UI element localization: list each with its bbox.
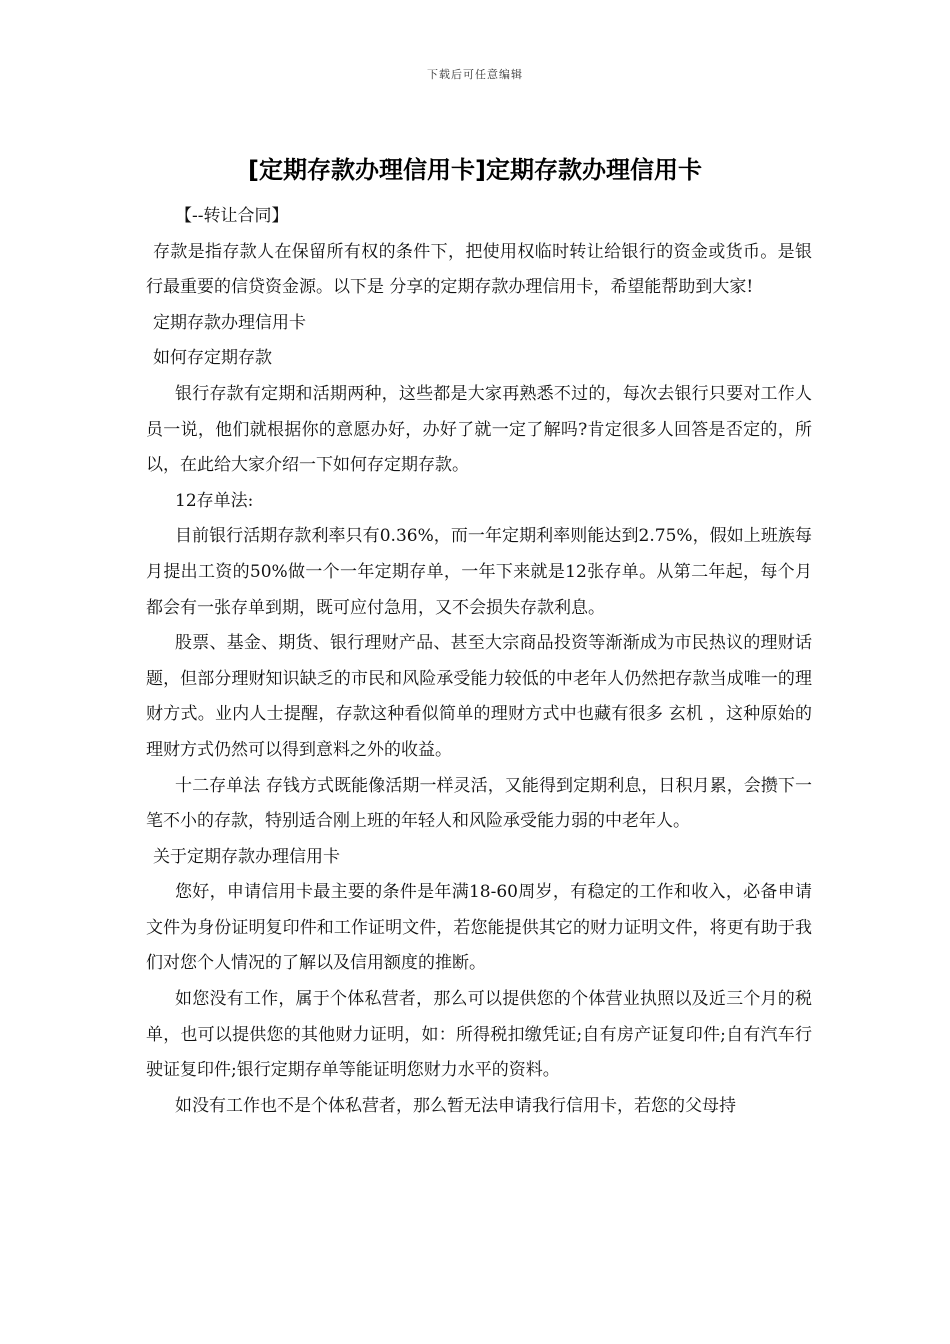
category-tag: 【--转让合同】 xyxy=(175,206,289,226)
paragraph: 银行存款有定期和活期两种，这些都是大家再熟悉不过的，每次去银行只要对工作人员一说，他们就根据你的意愿办好，办好了就一定了解吗?肯定很多人回答是否定的，所以，在此给大家介绍一下如何存定期存款。 xyxy=(146,383,812,476)
section-heading: 关于定期存款办理信用卡 xyxy=(153,846,340,867)
paragraph: 目前银行活期存款利率只有0.36%，而一年定期利率则能达到2.75%，假如上班族每月提出工资的50%做一个一年定期存单，一年下来就是12张存单。从第二年起，每个月都会有一张存单到期，既可应付急用，又不会损失存款利息。 xyxy=(146,526,812,618)
document-title: [定期存款办理信用卡]定期存款办理信用卡 xyxy=(248,156,702,184)
header-note: 下载后可任意编辑 xyxy=(427,68,523,81)
paragraph: 如没有工作也不是个体私营者，那么暂无法申请我行信用卡，若您的父母持 xyxy=(175,1095,736,1116)
paragraph: 12存单法: xyxy=(175,490,254,511)
paragraph: 十二存单法 存钱方式既能像活期一样灵活，又能得到定期利息，日积月累，会攒下一笔不小的存款，特别适合刚上班的年轻人和风险承受能力弱的中老年人。 xyxy=(146,775,812,832)
document-body xyxy=(146,199,812,1124)
paragraph: 股票、基金、期货、银行理财产品、甚至大宗商品投资等渐渐成为市民热议的理财话题，但部分理财知识缺乏的市民和风险承受能力较低的中老年人仍然把存款当成唯一的理财方式。业内人士提醒，存款这种看似简单的理财方式中也藏有很多 玄机 ，这种原始的理财方式仍然可以得到意料之外的收益。 xyxy=(146,633,812,760)
paragraph: 如您没有工作，属于个体私营者，那么可以提供您的个体营业执照以及近三个月的税单，也可以提供您的其他财力证明，如：所得税扣缴凭证;自有房产证复印件;自有汽车行驶证复印件;银行定期存单等能证明您财力水平的资料。 xyxy=(146,989,812,1081)
paragraph: 您好，申请信用卡最主要的条件是年满18-60周岁，有稳定的工作和收入，必备申请文件为身份证明复印件和工作证明文件，若您能提供其它的财力证明文件，将更有助于我们对您个人情况的了解以及信用额度的推断。 xyxy=(146,882,812,974)
section-heading: 定期存款办理信用卡 xyxy=(153,312,306,333)
section-heading: 如何存定期存款 xyxy=(153,348,272,369)
paragraph-intro: 存款是指存款人在保留所有权的条件下，把使用权临时转让给银行的资金或货币。是银行最重要的信贷资金源。以下是 分享的定期存款办理信用卡，希望能帮助到大家! xyxy=(146,241,812,298)
